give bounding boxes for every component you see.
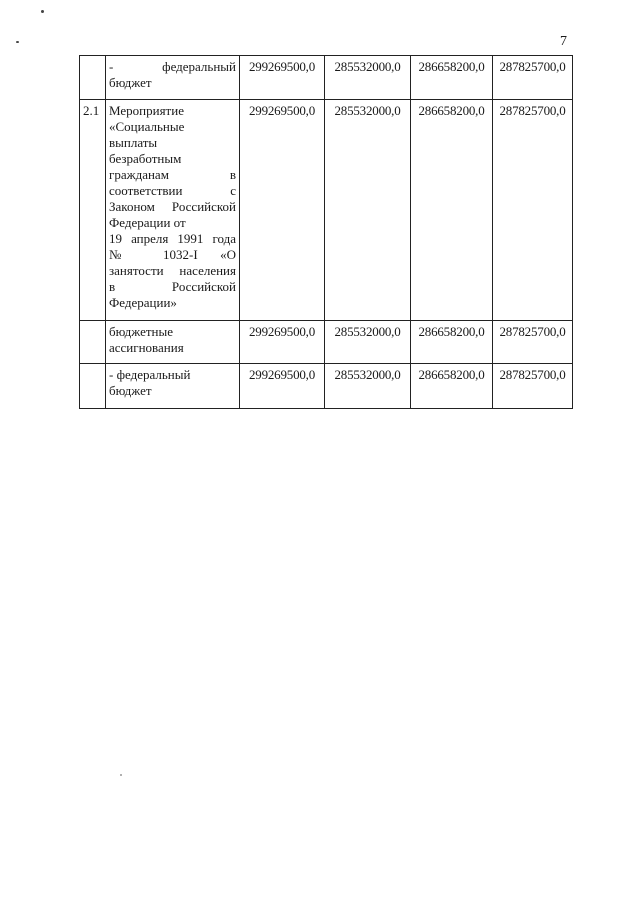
description-line: Федерации» [109,295,177,310]
table-row [80,321,573,364]
amount-cell: 287825700,0 [493,364,573,409]
amount-cell: 285532000,0 [325,364,411,409]
description-line: в Российской [109,279,236,294]
description-line: безработным [109,151,182,166]
amount-cell: 287825700,0 [493,56,573,100]
table-row [80,100,573,321]
description-cell [106,364,240,409]
budget-table [79,55,573,409]
table-row [80,56,573,100]
amount-cell: 299269500,0 [240,56,325,100]
amount-cell: 285532000,0 [325,100,411,321]
amount-cell: 286658200,0 [411,100,493,321]
description-line: гражданам в [109,167,236,182]
budget-table-body [80,56,573,409]
description-line: ассигнования [109,340,184,355]
description-cell [106,100,240,321]
amount-cell: 286658200,0 [411,56,493,100]
amount-cell: 285532000,0 [325,321,411,364]
description-line: Законом Российской [109,199,236,214]
description-line: бюджетные [109,324,174,339]
amount-cell: 299269500,0 [240,100,325,321]
description-line: № 1032-I «О [109,247,236,262]
description-line: бюджет [109,75,152,90]
description-line: 19 апреля 1991 года [109,231,236,246]
description-line: «Социальные [109,119,185,134]
description-line: Мероприятие [109,103,184,118]
description-line: - федеральный [109,367,191,382]
description-line: выплаты [109,135,158,150]
description-line: - федеральный [109,59,236,74]
description-cell [106,56,240,100]
page-number: 7 [560,34,567,49]
scan-speck [41,10,44,13]
row-number-cell [80,364,106,409]
scan-speck [120,774,122,776]
amount-cell: 286658200,0 [411,364,493,409]
amount-cell: 286658200,0 [411,321,493,364]
amount-cell: 285532000,0 [325,56,411,100]
table-row [80,364,573,409]
scan-speck [16,41,19,43]
description-line: соответствии с [109,183,236,198]
row-number-cell: 2.1 [80,100,106,321]
row-number-cell [80,321,106,364]
row-number-cell [80,56,106,100]
amount-cell: 299269500,0 [240,364,325,409]
description-line: Федерации от [109,215,186,230]
description-line: бюджет [109,383,152,398]
amount-cell: 287825700,0 [493,100,573,321]
description-cell [106,321,240,364]
description-line: занятости населения [109,263,236,278]
amount-cell: 287825700,0 [493,321,573,364]
amount-cell: 299269500,0 [240,321,325,364]
